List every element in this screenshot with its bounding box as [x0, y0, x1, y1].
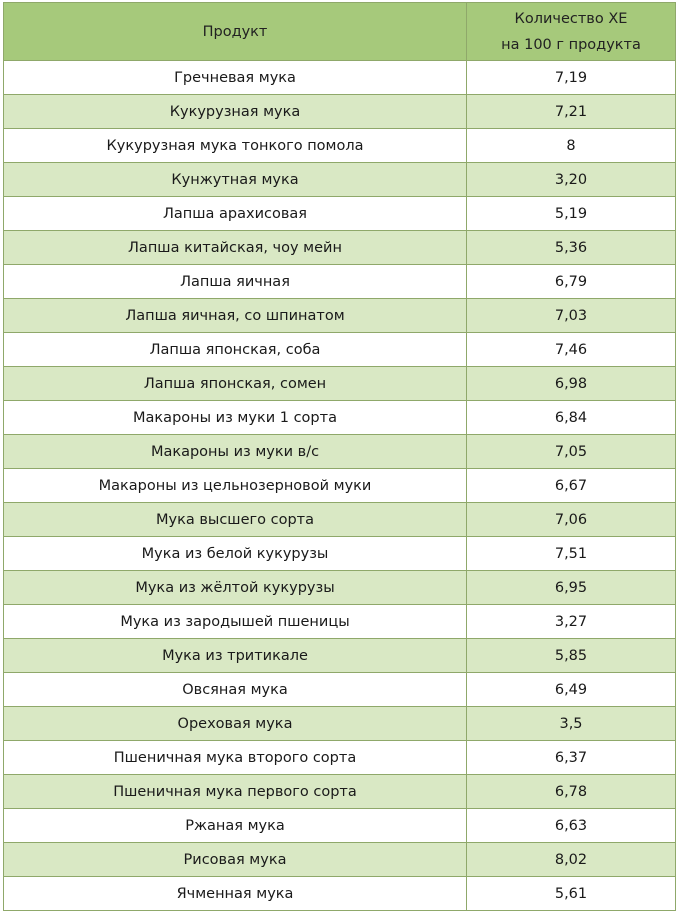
column-header-product: Продукт: [4, 3, 467, 61]
product-cell: Мука высшего сорта: [4, 503, 467, 537]
xe-value-cell: 8: [467, 129, 676, 163]
product-cell: Гречневая мука: [4, 61, 467, 95]
xe-value-cell: 6,63: [467, 809, 676, 843]
xe-value-cell: 7,05: [467, 435, 676, 469]
header-row: [4, 3, 676, 61]
xe-value-cell: 3,5: [467, 707, 676, 741]
product-cell: Лапша японская, сомен: [4, 367, 467, 401]
xe-value-cell: 6,84: [467, 401, 676, 435]
xe-value-cell: 5,36: [467, 231, 676, 265]
table-row: [4, 129, 676, 163]
xe-value-cell: 3,20: [467, 163, 676, 197]
table-row: [4, 265, 676, 299]
product-cell: Рисовая мука: [4, 843, 467, 877]
xe-value-cell: 5,85: [467, 639, 676, 673]
table-row: [4, 741, 676, 775]
table-row: [4, 809, 676, 843]
product-cell: Кунжутная мука: [4, 163, 467, 197]
product-cell: Макароны из муки в/с: [4, 435, 467, 469]
xe-value-cell: 7,06: [467, 503, 676, 537]
xe-value-cell: 5,61: [467, 877, 676, 911]
column-header-quantity: [467, 3, 676, 61]
xe-value-cell: 6,98: [467, 367, 676, 401]
table-row: [4, 367, 676, 401]
table-row: [4, 163, 676, 197]
table-row: [4, 571, 676, 605]
column-header-quantity-line1: Количество ХЕ: [514, 10, 628, 27]
product-cell: Ячменная мука: [4, 877, 467, 911]
table-row: [4, 605, 676, 639]
xe-value-cell: 6,79: [467, 265, 676, 299]
table-row: [4, 775, 676, 809]
column-header-quantity-line2: на 100 г продукта: [501, 36, 641, 53]
product-cell: Лапша японская, соба: [4, 333, 467, 367]
table-row: [4, 639, 676, 673]
table-body: [4, 61, 676, 911]
xe-table: [3, 2, 676, 911]
product-cell: Пшеничная мука первого сорта: [4, 775, 467, 809]
table-row: [4, 61, 676, 95]
xe-value-cell: 6,49: [467, 673, 676, 707]
product-cell: Лапша китайская, чоу мейн: [4, 231, 467, 265]
xe-value-cell: 7,51: [467, 537, 676, 571]
table-row: [4, 299, 676, 333]
product-cell: Лапша яичная, со шпинатом: [4, 299, 467, 333]
xe-value-cell: 7,19: [467, 61, 676, 95]
table-row: [4, 503, 676, 537]
table-row: [4, 333, 676, 367]
table-row: [4, 877, 676, 911]
xe-value-cell: 3,27: [467, 605, 676, 639]
xe-value-cell: 6,95: [467, 571, 676, 605]
table-row: [4, 707, 676, 741]
product-cell: Кукурузная мука: [4, 95, 467, 129]
table-row: [4, 469, 676, 503]
table-row: [4, 843, 676, 877]
xe-value-cell: 6,78: [467, 775, 676, 809]
table-header: [4, 3, 676, 61]
product-cell: Лапша арахисовая: [4, 197, 467, 231]
xe-value-cell: 7,21: [467, 95, 676, 129]
product-cell: Макароны из цельнозерновой муки: [4, 469, 467, 503]
xe-value-cell: 6,37: [467, 741, 676, 775]
product-cell: Кукурузная мука тонкого помола: [4, 129, 467, 163]
xe-value-cell: 7,46: [467, 333, 676, 367]
table-row: [4, 401, 676, 435]
product-cell: Ржаная мука: [4, 809, 467, 843]
table-row: [4, 537, 676, 571]
xe-table-container: [3, 2, 675, 911]
xe-value-cell: 7,03: [467, 299, 676, 333]
product-cell: Пшеничная мука второго сорта: [4, 741, 467, 775]
xe-value-cell: 5,19: [467, 197, 676, 231]
xe-value-cell: 8,02: [467, 843, 676, 877]
product-cell: Ореховая мука: [4, 707, 467, 741]
table-row: [4, 231, 676, 265]
product-cell: Макароны из муки 1 сорта: [4, 401, 467, 435]
table-row: [4, 95, 676, 129]
xe-value-cell: 6,67: [467, 469, 676, 503]
product-cell: Мука из жёлтой кукурузы: [4, 571, 467, 605]
product-cell: Мука из белой кукурузы: [4, 537, 467, 571]
table-row: [4, 673, 676, 707]
product-cell: Овсяная мука: [4, 673, 467, 707]
table-row: [4, 435, 676, 469]
product-cell: Лапша яичная: [4, 265, 467, 299]
table-row: [4, 197, 676, 231]
product-cell: Мука из тритикале: [4, 639, 467, 673]
product-cell: Мука из зародышей пшеницы: [4, 605, 467, 639]
